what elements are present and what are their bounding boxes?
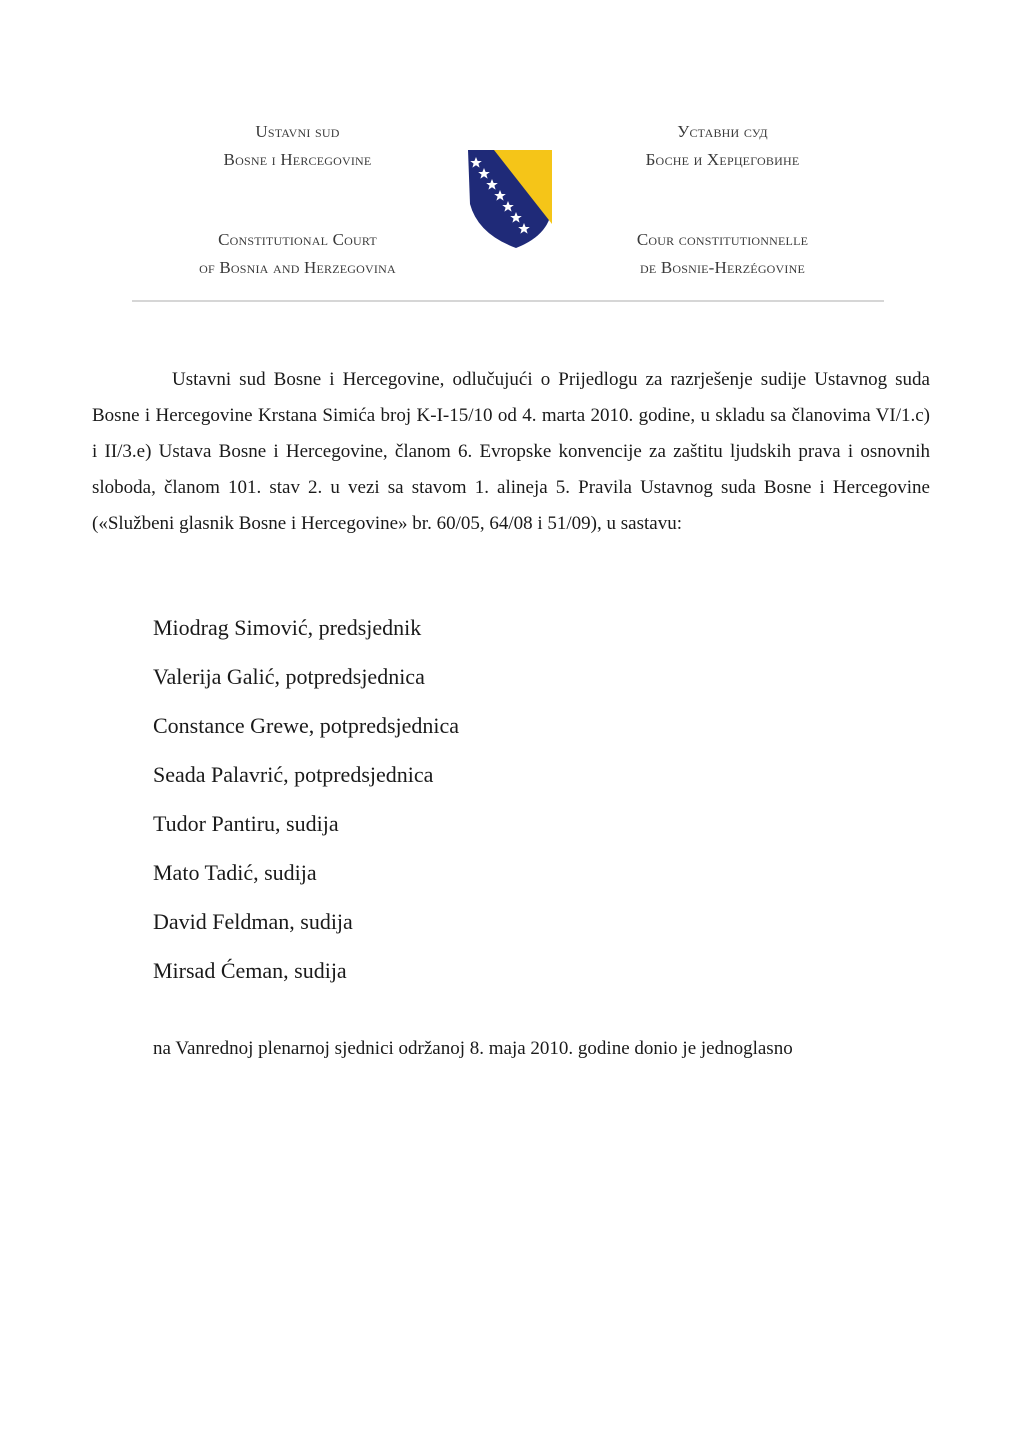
court-name-serbian-line1: Уставни суд bbox=[677, 122, 768, 141]
composition-member: Constance Grewe, potpredsjednica bbox=[153, 713, 460, 738]
intro-paragraph: Ustavni sud Bosne i Hercegovine, odlučujući o Prijedlogu za razrješenje sudije Ustavnog suda Bosne i Hercegovine Krstana Simića broj K-I-15/10 od 4. marta 2010. godine, u skladu sa članovima VI/1.c) i II/3.e) Ustava Bosne i Hercegovine, članom 6. Evropske konvencije za zaštitu ljudskih prava i osnovnih sloboda, članom 101. stav 2. u vezi sa stavom 1. alineja 5. Pravila Ustavnog suda Bosne i Hercegovine («Službeni glasnik Bosne i Hercegovine» br. 60/05, 64/08 i 51/09), u sastavu: bbox=[92, 369, 930, 534]
court-name-french-line2: de Bosnie-Herzégovine bbox=[639, 258, 806, 277]
court-name-french bbox=[575, 226, 870, 282]
composition-member: Mirsad Ćeman, sudija bbox=[153, 958, 347, 983]
court-name-english-line1: Constitutional Court bbox=[218, 230, 377, 249]
coat-of-arms-bih-icon bbox=[464, 146, 556, 252]
composition-member: Miodrag Simović, predsjednik bbox=[153, 615, 422, 640]
court-name-english-line2: of Bosnia and Herzegovina bbox=[199, 258, 396, 277]
court-name-bosnian bbox=[150, 118, 445, 174]
header-divider bbox=[132, 300, 884, 302]
court-name-english bbox=[150, 226, 445, 282]
court-name-bosnian-line2: Bosne i Hercegovine bbox=[223, 150, 372, 169]
court-name-serbian bbox=[575, 118, 870, 174]
court-name-french-line1: Cour constitutionnelle bbox=[636, 230, 809, 249]
composition-member: Valerija Galić, potpredsjednica bbox=[153, 664, 425, 689]
court-name-serbian-line2: Босне и Херцеговине bbox=[645, 150, 800, 169]
composition-member: Seada Palavrić, potpredsjednica bbox=[153, 762, 434, 787]
court-composition-list bbox=[153, 610, 459, 1002]
court-name-bosnian-line1: Ustavni sud bbox=[255, 122, 340, 141]
composition-member: Mato Tadić, sudija bbox=[153, 860, 317, 885]
closing-paragraph: na Vanrednoj plenarnoj sjednici održanoj 8. maja 2010. godine donio je jednoglasno bbox=[153, 1038, 793, 1059]
composition-member: Tudor Pantiru, sudija bbox=[153, 811, 339, 836]
composition-member: David Feldman, sudija bbox=[153, 909, 353, 934]
